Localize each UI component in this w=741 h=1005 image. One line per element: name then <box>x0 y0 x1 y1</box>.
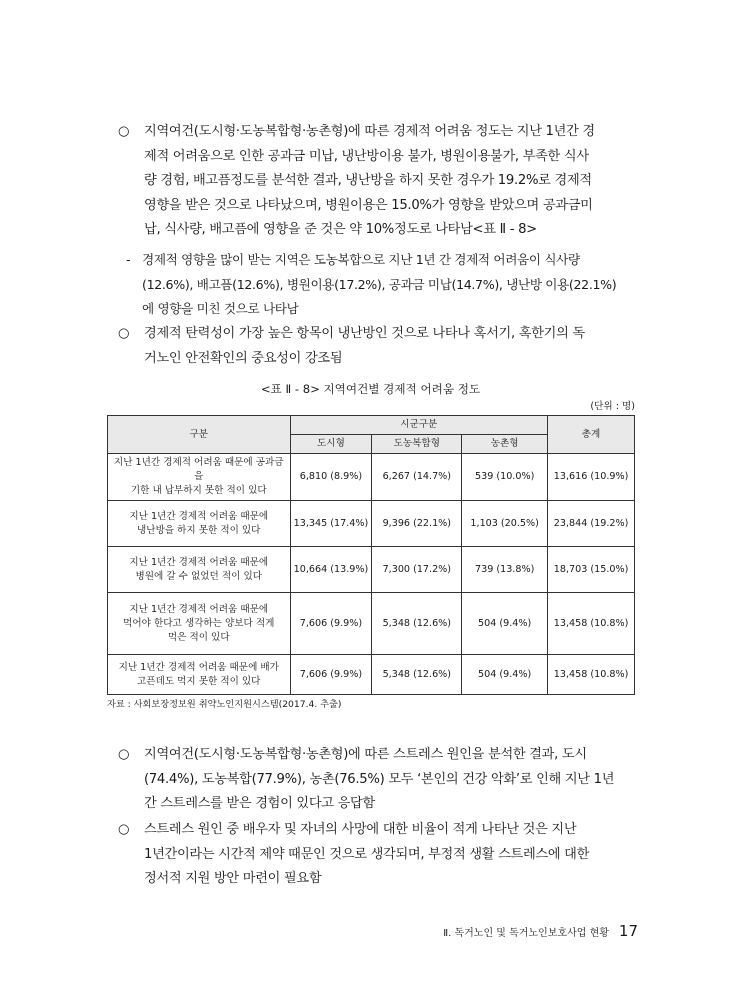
row-label-line: 먹어야 한다고 생각하는 양보다 적게 <box>123 617 275 629</box>
cell-urban: 7,606 (9.9%) <box>290 655 372 695</box>
cell-rural: 504 (9.4%) <box>462 655 548 695</box>
text-line: 제적 어려움으로 인한 공과금 미납, 냉난방이용 불가, 병원이용불가, 부족한 식사 <box>144 148 589 164</box>
text-line: 납, 식사량, 배고픔에 영향을 준 것은 약 10%정도로 나타남<표 Ⅱ - 8> <box>144 222 537 237</box>
text-line: 스트레스 원인 중 배우자 및 자녀의 사망에 대한 비율이 적게 나타난 것은 지난 <box>144 822 577 837</box>
cell-rural: 539 (10.0%) <box>462 454 548 501</box>
cell-total: 23,844 (19.2%) <box>548 501 635 547</box>
cell-rural: 504 (9.4%) <box>462 593 548 655</box>
text-line: 경제적 탄력성이 가장 높은 항목이 냉난방인 것으로 나타나 혹서기, 혹한기의 독 <box>144 326 585 341</box>
cell-urban-rural: 7,300 (17.2%) <box>372 547 462 593</box>
text-line: 1년간이라는 시간적 제약 때문인 것으로 생각되며, 부정적 생활 스트레스에 대한 <box>144 846 590 862</box>
text-line: 지역여건(도시형·도농복합형·농촌형)에 따른 경제적 어려움 정도는 지난 1년간 경 <box>144 124 595 139</box>
page-number: 17 <box>618 922 638 940</box>
row-label <box>108 593 291 655</box>
row-label-line: 지난 1년간 경제적 어려움 때문에 배가 <box>118 661 279 673</box>
bullet-circle-marker: ○ <box>118 822 130 837</box>
table-row <box>108 655 635 695</box>
bullet-circle-marker: ○ <box>118 747 130 762</box>
row-label-line: 기한 내 납부하지 못한 적이 있다 <box>130 485 267 496</box>
text-line: 정서적 지원 방안 마련이 필요함 <box>144 871 322 886</box>
text-line: 지역여건(도시형·도농복합형·농촌형)에 따른 스트레스 원인을 분석한 결과, 도시 <box>144 747 587 762</box>
row-label-line: 냉난방을 하지 못한 적이 있다 <box>137 524 261 536</box>
cell-urban: 6,810 (8.9%) <box>290 454 372 501</box>
cell-urban-rural: 5,348 (12.6%) <box>372 655 462 695</box>
paragraph-emotional-support <box>118 818 638 892</box>
row-label-line: 지난 1년간 경제적 어려움 때문에 공과금을 <box>113 457 284 482</box>
text-line: 에 영향을 미친 것으로 나타남 <box>142 301 299 316</box>
economic-hardship-table <box>107 415 635 695</box>
bullet-circle-marker: ○ <box>118 326 130 341</box>
cell-total: 13,616 (10.9%) <box>548 454 635 501</box>
header-total: 총계 <box>548 416 635 454</box>
text-line: (74.4%), 도농복합(77.9%), 농촌(76.5%) 모두 ‘본인의 건강 악화’로 인해 지난 1년 <box>144 771 615 787</box>
cell-urban: 13,345 (17.4%) <box>290 501 372 547</box>
table-row <box>108 454 635 501</box>
row-label-line: 지난 1년간 경제적 어려움 때문에 <box>129 510 269 522</box>
table-source-note: 자료 : 사회보장정보원 취약노인지원시스템(2017.4. 추출) <box>107 699 342 710</box>
paragraph-economic-hardship <box>118 120 638 243</box>
row-label-line: 지난 1년간 경제적 어려움 때문에 <box>129 556 269 568</box>
header-region-group: 시군구분 <box>290 416 548 435</box>
table-unit: (단위 : 명) <box>590 401 635 412</box>
header-urban-rural: 도농복합형 <box>372 435 462 454</box>
row-label <box>108 655 291 695</box>
cell-total: 18,703 (15.0%) <box>548 547 635 593</box>
paragraph-stress-causes <box>118 743 638 817</box>
table-row <box>108 547 635 593</box>
cell-urban-rural: 6,267 (14.7%) <box>372 454 462 501</box>
cell-urban-rural: 5,348 (12.6%) <box>372 593 462 655</box>
table-row <box>108 501 635 547</box>
row-label <box>108 547 291 593</box>
table-row <box>108 593 635 655</box>
bullet-circle-marker: ○ <box>118 124 130 139</box>
cell-rural: 1,103 (20.5%) <box>462 501 548 547</box>
cell-rural: 739 (13.8%) <box>462 547 548 593</box>
sub-item-urban-rural <box>106 248 640 322</box>
row-label-line: 먹은 적이 있다 <box>167 631 230 643</box>
footer-section-title: Ⅱ. 독거노인 및 독거노인보호사업 현황 <box>443 928 609 939</box>
header-rural: 농촌형 <box>462 435 548 454</box>
row-label-line: 고픈데도 먹지 못한 적이 있다 <box>137 675 261 687</box>
text-line: (12.6%), 배고픔(12.6%), 병원이용(17.2%), 공과금 미납(14.7%), 냉난방 이용(22.1%) <box>142 276 617 292</box>
row-label <box>108 454 291 501</box>
cell-urban-rural: 9,396 (22.1%) <box>372 501 462 547</box>
dash-marker: - <box>126 252 131 267</box>
text-line: 경제적 영향을 많이 받는 지역은 도농복합으로 지난 1년 간 경제적 어려움이 식사량 <box>142 252 580 267</box>
row-label-line: 병원에 갈 수 없었던 적이 있다 <box>135 570 262 582</box>
text-line: 량 경험, 배고픔정도를 분석한 결과, 냉난방을 하지 못한 경우가 19.2%로 경제적 <box>144 173 592 188</box>
paragraph-economic-resilience <box>118 322 638 371</box>
header-category: 구분 <box>108 416 291 454</box>
cell-urban: 10,664 (13.9%) <box>290 547 372 593</box>
page-footer <box>443 922 638 940</box>
header-urban: 도시형 <box>290 435 372 454</box>
text-line: 영향을 받은 것으로 나타났으며, 병원이용은 15.0%가 영향을 받았으며 공과금미 <box>144 197 593 213</box>
cell-urban: 7,606 (9.9%) <box>290 593 372 655</box>
cell-total: 13,458 (10.8%) <box>548 655 635 695</box>
cell-total: 13,458 (10.8%) <box>548 593 635 655</box>
row-label <box>108 501 291 547</box>
table-title: <표 Ⅱ - 8> 지역여건별 경제적 어려움 정도 <box>260 382 481 396</box>
row-label-line: 지난 1년간 경제적 어려움 때문에 <box>129 603 269 615</box>
text-line: 간 스트레스를 받은 경험이 있다고 응답함 <box>144 796 375 811</box>
text-line: 거노인 안전확인의 중요성이 강조됨 <box>144 350 343 366</box>
